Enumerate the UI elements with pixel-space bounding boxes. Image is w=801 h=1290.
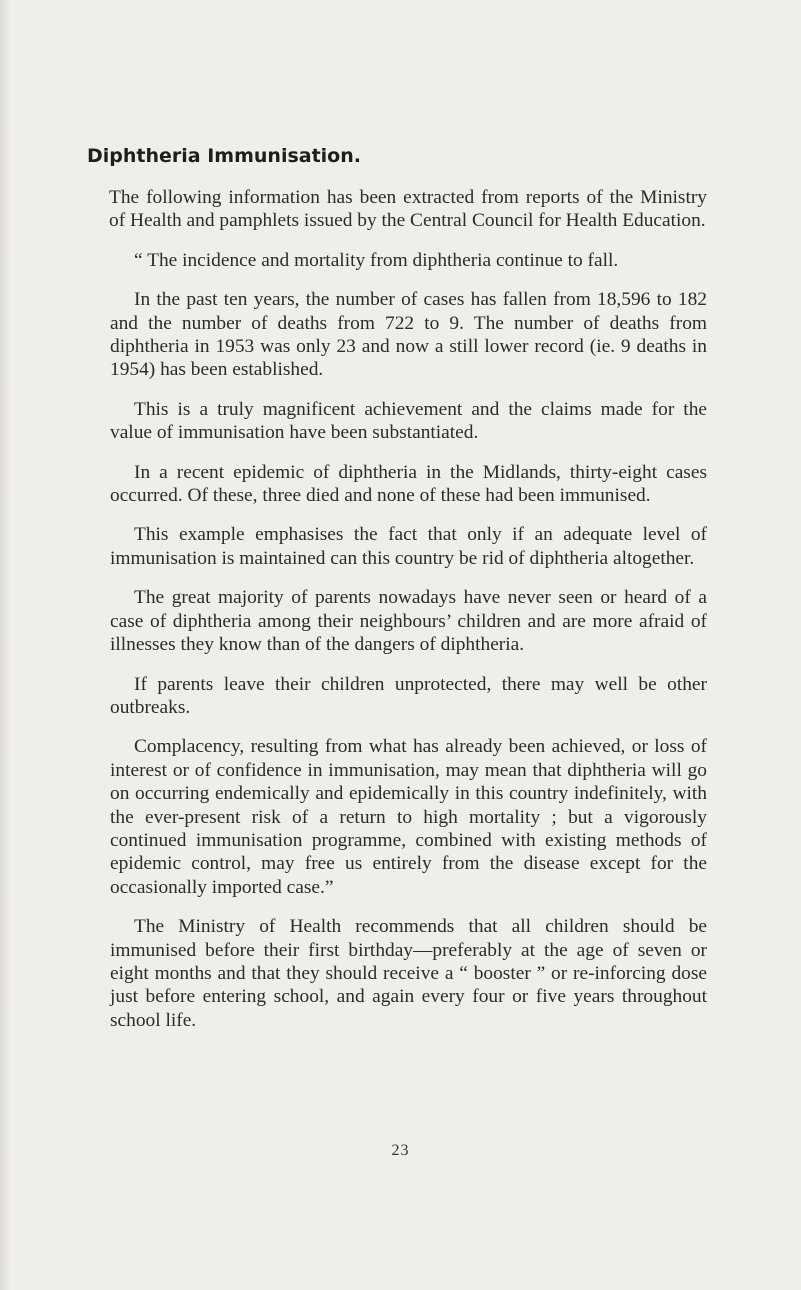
paragraph-achievement: This is a truly magnificent achievement and the claims made for the value of immunisation have been substantiated.	[110, 398, 707, 444]
paragraph-complacency: Complacency, resulting from what has already been achieved, or loss of interest or of confidence in immunisation, may mean that diphtheria will go on occurring endemically and epidemically in this country indefinitely, with the ever-present risk of a return to high mortality ; but a vigorously continued immunisation programme, combined with existing methods of epidemic control, may free us entirely from the disease except for the occasionally imported case.”	[110, 736, 707, 898]
paragraph-intro: The following information has been extracted from reports of the Ministry of Health and pamphlets issued by the Central Council for Health Education.	[109, 187, 707, 232]
body-text	[110, 186, 707, 1048]
page-heading: Diphtheria Immunisation.	[87, 145, 361, 167]
paragraph-quote-start: “ The incidence and mortality from diphtheria continue to fall.	[134, 249, 619, 271]
page-number: 23	[391, 1142, 410, 1159]
paragraph-statistics: In the past ten years, the number of cases has fallen from 18,596 to 182 and the number of deaths from 722 to 9. The number of deaths from diphtheria in 1953 was only 23 and now a still lower record (ie. 9 deaths in 1954) has been established.	[110, 289, 707, 381]
paragraph-outbreaks: If parents leave their children unprotected, there may well be other outbreaks.	[110, 673, 707, 718]
paragraph-example: This example emphasises the fact that only if an adequate level of immunisation is maintained can this country be rid of diphtheria altogether.	[110, 524, 707, 569]
paragraph-midlands-epidemic: In a recent epidemic of diphtheria in the Midlands, thirty-eight cases occurred. Of these, three died and none of these had been immunised.	[110, 461, 707, 507]
paragraph-recommendation: The Ministry of Health recommends that all children should be immunised before their first birthday—preferably at the age of seven or eight months and that they should receive a “ booster ” or re-inforcing dose just before entering school, and again every four or five years throughout school life.	[110, 916, 707, 1031]
paragraph-parents-awareness: The great majority of parents nowadays have never seen or heard of a case of diphtheria among their neighbours’ children and are more afraid of illnesses they know than of the dangers of diphtheria.	[110, 587, 707, 656]
binding-edge	[0, 0, 10, 1290]
